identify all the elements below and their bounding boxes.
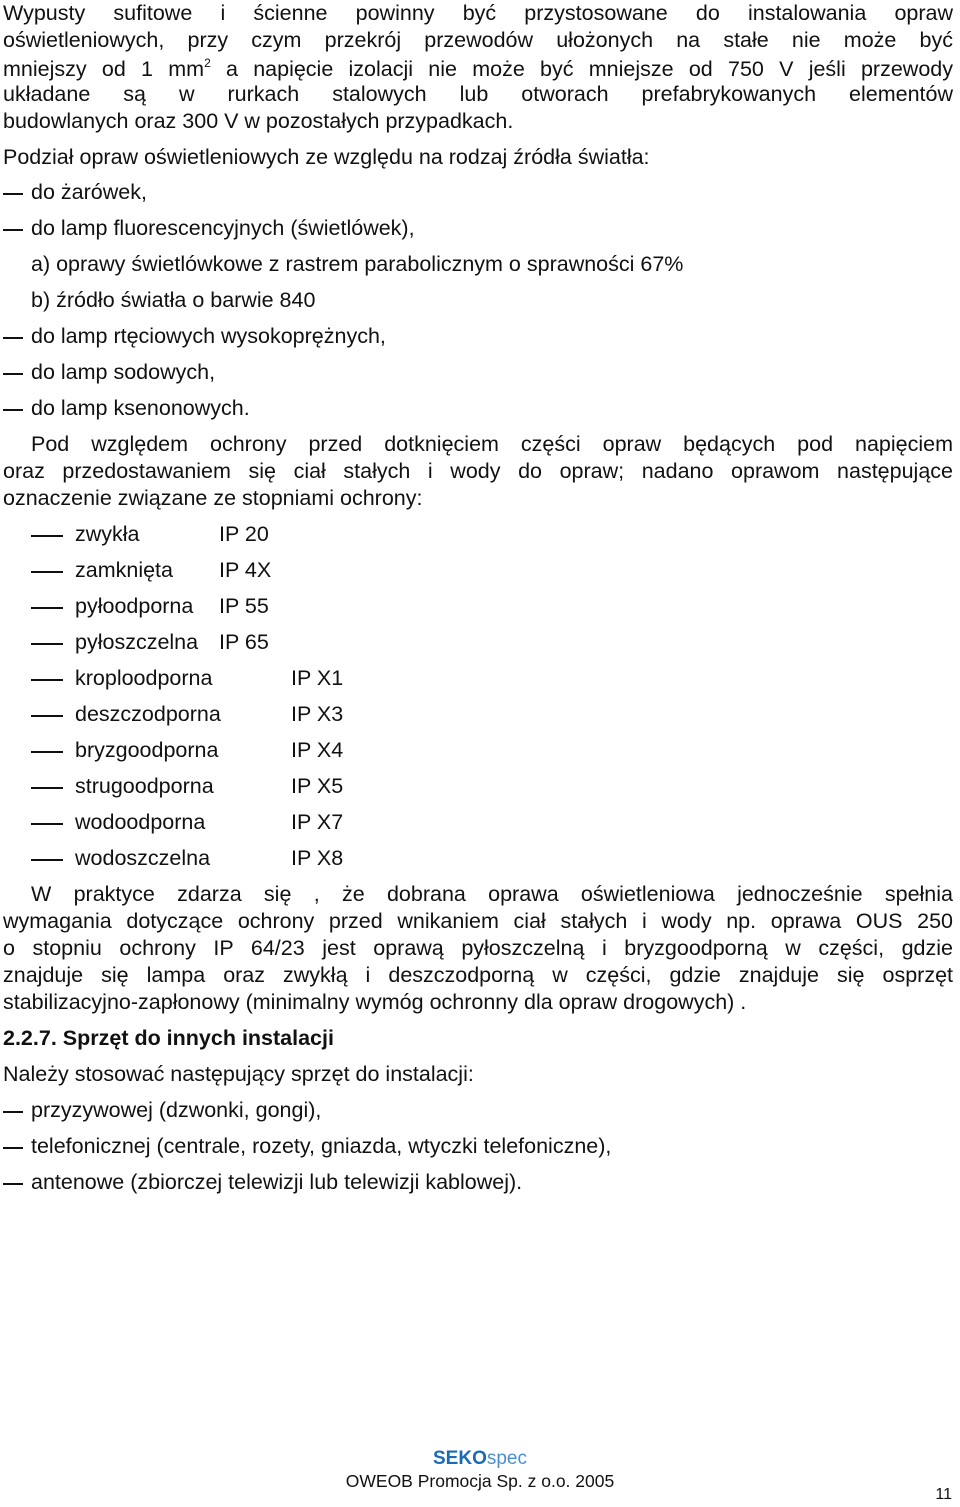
ip-code: IP X5 bbox=[291, 774, 344, 798]
ip-code: IP X7 bbox=[291, 810, 344, 834]
practice-line-5: stabilizacyjno-zapłonowy (minimalny wymóg ochronny dla opraw drogowych) . bbox=[3, 990, 747, 1014]
ip-name: kroploodporna bbox=[75, 666, 213, 690]
dash-bullet bbox=[31, 643, 63, 645]
ip-name: deszczodporna bbox=[75, 702, 221, 726]
division-item-5: do lamp ksenonowych. bbox=[31, 396, 250, 420]
protection-line-2: oraz przedostawaniem się ciał stałych i wody do opraw; nadano oprawom następujące bbox=[3, 459, 953, 483]
protection-line-1: Pod względem ochrony przed dotknięciem części opraw będących pod napięciem bbox=[31, 432, 953, 456]
ip-name: wodoszczelna bbox=[75, 846, 211, 870]
section-item-2: telefonicznej (centrale, rozety, gniazda, wtyczki telefoniczne), bbox=[31, 1134, 612, 1158]
dash-bullet bbox=[3, 1183, 23, 1185]
intro-line-4: układane są w rurkach stalowych lub otworach prefabrykowanych elementów bbox=[3, 82, 953, 106]
ip-name: wodoodporna bbox=[75, 810, 206, 834]
dash-bullet bbox=[3, 1147, 23, 1149]
section-intro: Należy stosować następujący sprzęt do instalacji: bbox=[3, 1062, 474, 1086]
intro-line-3: mniejszy od 1 $mm^2$ a napięcie izolacji nie może być mniejsze od 750 V jeśli przewody bbox=[3, 56, 953, 81]
dash-bullet bbox=[31, 715, 63, 717]
practice-line-1: W praktyce zdarza się , że dobrana oprawa oświetleniowa jednocześnie spełnia bbox=[31, 882, 953, 906]
ip-code: IP X8 bbox=[291, 846, 344, 870]
page-number: 11 bbox=[935, 1486, 952, 1503]
ip-name: pyłoszczelna bbox=[75, 630, 199, 654]
dash-bullet bbox=[31, 607, 63, 609]
dash-bullet bbox=[3, 373, 23, 375]
practice-line-3: o stopniu ochrony IP 64/23 jest oprawą pyłoszczelną i bryzgoodporną w części, gdzie bbox=[3, 936, 953, 960]
dash-bullet bbox=[3, 1111, 23, 1113]
division-sub-b: b) źródło światła o barwie 840 bbox=[31, 288, 316, 312]
division-sub-a: a) oprawy świetlówkowe z rastrem parabolicznym o sprawności 67% bbox=[31, 252, 684, 276]
ip-name: strugoodporna bbox=[75, 774, 214, 798]
footer-company: OWEOB Promocja Sp. z o.o. 2005 bbox=[345, 1471, 615, 1491]
dash-bullet bbox=[31, 751, 63, 753]
intro-line-2: oświetleniowych, przy czym przekrój przewodów ułożonych na stałe nie może być bbox=[3, 28, 953, 52]
ip-name: bryzgoodporna bbox=[75, 738, 219, 762]
dash-bullet bbox=[31, 787, 63, 789]
ip-code: IP X3 bbox=[291, 702, 344, 726]
ip-code: IP 55 bbox=[219, 594, 269, 618]
dash-bullet bbox=[3, 337, 23, 339]
practice-line-4: znajduje się lampa oraz zwykłą i deszczodporną w części, gdzie znajduje się osprzęt bbox=[3, 963, 953, 987]
section-item-1: przyzywowej (dzwonki, gongi), bbox=[31, 1098, 322, 1122]
dash-bullet bbox=[31, 859, 63, 861]
protection-line-3: oznaczenie związane ze stopniami ochrony: bbox=[3, 486, 423, 510]
dash-bullet bbox=[3, 409, 23, 411]
division-item-1: do żarówek, bbox=[31, 180, 147, 204]
ip-code: IP 65 bbox=[219, 630, 269, 654]
section-item-3: antenowe (zbiorczej telewizji lub telewizji kablowej). bbox=[31, 1170, 523, 1194]
ip-code: IP 20 bbox=[219, 522, 269, 546]
division-item-3: do lamp rtęciowych wysokoprężnych, bbox=[31, 324, 386, 348]
ip-name: pyłoodporna bbox=[75, 594, 194, 618]
dash-bullet bbox=[31, 823, 63, 825]
dash-bullet bbox=[31, 679, 63, 681]
ip-name: zamknięta bbox=[75, 558, 173, 582]
dash-bullet bbox=[3, 193, 23, 195]
division-heading: Podział opraw oświetleniowych ze względu na rodzaj źródła światła: bbox=[3, 145, 650, 169]
intro-line-1: Wypusty sufitowe i ścienne powinny być przystosowane do instalowania opraw bbox=[3, 1, 953, 25]
footer-brand-logo: SEKOspec bbox=[433, 1448, 527, 1469]
dash-bullet bbox=[31, 571, 63, 573]
division-item-4: do lamp sodowych, bbox=[31, 360, 216, 384]
ip-code: IP X1 bbox=[291, 666, 344, 690]
ip-code: IP X4 bbox=[291, 738, 344, 762]
section-heading: 2.2.7. Sprzęt do innych instalacji bbox=[3, 1026, 334, 1050]
dash-bullet bbox=[3, 229, 23, 231]
intro-line-5: budowlanych oraz 300 V w pozostałych przypadkach. bbox=[3, 109, 514, 133]
ip-name: zwykła bbox=[75, 522, 140, 546]
ip-code: IP 4X bbox=[219, 558, 272, 582]
dash-bullet bbox=[31, 535, 63, 537]
division-item-2: do lamp fluorescencyjnych (świetlówek), bbox=[31, 216, 415, 240]
practice-line-2: wymagania dotyczące ochrony przed wnikaniem ciał stałych i wody np. oprawa OUS 250 bbox=[3, 909, 953, 933]
